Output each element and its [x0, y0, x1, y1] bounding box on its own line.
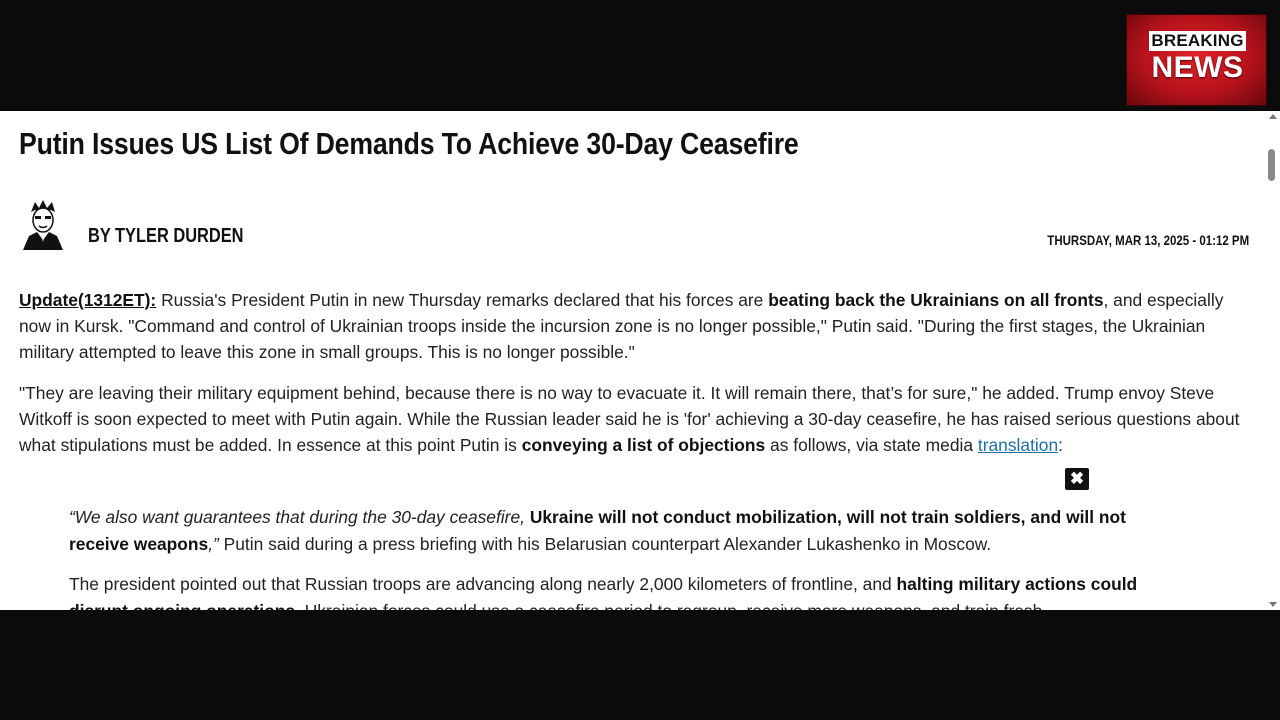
- top-letterbox: [0, 0, 1280, 111]
- p2-bold-1: conveying a list of objections: [521, 435, 766, 455]
- paragraph-1: [19, 287, 1244, 365]
- p2-text-3: :: [1058, 435, 1063, 455]
- author-name[interactable]: BY TYLER DURDEN: [88, 225, 244, 247]
- quote-text-1: Putin said during a press briefing with his Belarusian counterpart Alexander Lukashenko in Moscow.: [218, 534, 992, 554]
- scroll-down-arrow-icon[interactable]: [1269, 602, 1277, 607]
- article-page: [0, 111, 1280, 610]
- close-icon[interactable]: ✖: [1065, 468, 1089, 490]
- quote-italic-1: “We also want guarantees that during the 30-day ceasefire,: [69, 507, 530, 527]
- scroll-up-arrow-icon[interactable]: [1269, 114, 1277, 119]
- update-label: Update(1312ET):: [19, 290, 157, 310]
- p1-text-2: , and especially now in Kursk. "Command and control of Ukrainian troops inside the incursion zone is no longer possible," Putin said. "During the first stages, the Ukrainian military attempted to leave this zone in small groups. This is no longer possible.": [19, 290, 1224, 362]
- article-title: Putin Issues US List Of Demands To Achieve 30-Day Ceasefire: [19, 126, 799, 161]
- p1-text-1: Russia's President Putin in new Thursday remarks declared that his forces are: [156, 290, 769, 310]
- scroll-thumb[interactable]: [1268, 149, 1275, 181]
- badge-line-1: BREAKING: [1149, 31, 1246, 51]
- badge-line-2: NEWS: [1151, 51, 1244, 84]
- quote-italic-2: ,”: [208, 534, 219, 554]
- p2-text-1: "They are leaving their military equipment behind, because there is no way to evacuate it. It will remain there, that’s for sure," he added. Trump envoy Steve Witkoff is soon expected to meet with Putin again. While the Russian leader said he is 'for' achieving a 30-day ceasefire, he has raised serious questions about what stipulations must be added. In essence at this point Putin is: [19, 383, 1240, 455]
- blockquote-1: [69, 504, 1189, 558]
- vertical-scrollbar[interactable]: [1265, 111, 1280, 610]
- translation-link[interactable]: translation: [977, 435, 1059, 455]
- publish-date: THURSDAY, MAR 13, 2025 - 01:12 PM: [1047, 232, 1249, 248]
- author-portrait-icon: [19, 198, 67, 250]
- quote-bold-1: Ukraine will not conduct mobilization, will not train soldiers, and will not receive weapons: [69, 507, 1126, 554]
- quote2-bold-1: halting military actions could: [896, 574, 1138, 594]
- p2-text-2: as follows, via state media: [765, 435, 978, 455]
- p1-bold-1: beating back the Ukrainians on all fronts: [768, 290, 1104, 310]
- paragraph-2: [19, 380, 1244, 458]
- breaking-news-badge: [1126, 14, 1267, 106]
- quote2-text-1: The president pointed out that Russian troops are advancing along nearly 2,000 kilometers of frontline, and: [69, 574, 897, 594]
- bottom-letterbox: [0, 610, 1280, 720]
